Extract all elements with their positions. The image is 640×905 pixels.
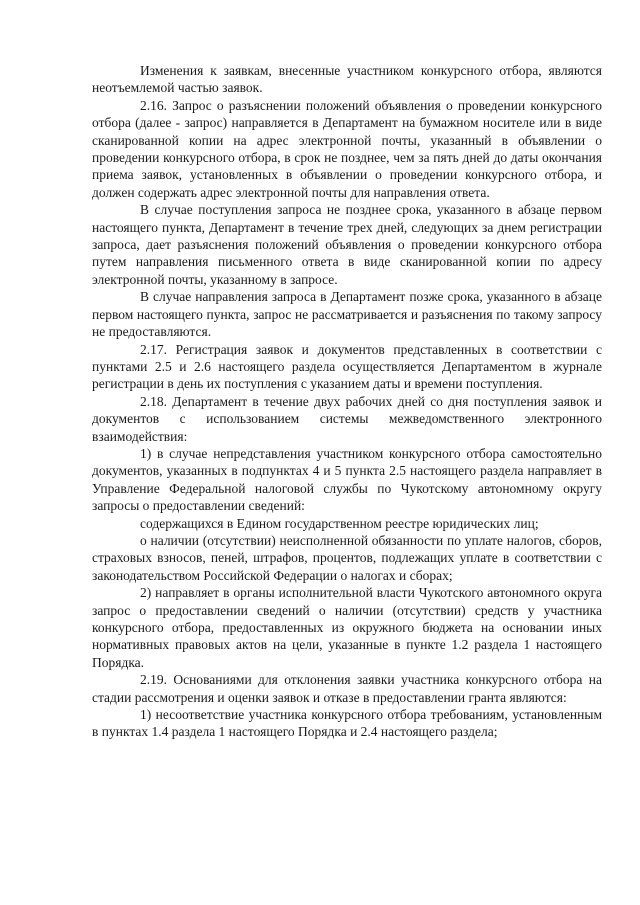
paragraph: 2.16. Запрос о разъяснении положений объявления о проведении конкурсного отбора (далее - запрос) направляется в Департамент на бумажном носителе или в виде сканированной копии на адрес электронной почты, указанный в объявлении о проведении конкурсного отбора, в срок не позднее, чем за пять дней до даты окончания приема заявок, установленных в объявлении о проведении конкурсного отбора, и должен содержать адрес электронной почты для направления ответа. bbox=[92, 97, 602, 200]
paragraph: содержащихся в Едином государственном реестре юридических лиц; bbox=[140, 515, 539, 531]
paragraph: о наличии (отсутствии) неисполненной обязанности по уплате налогов, сборов, страховых взносов, пеней, штрафов, процентов, подлежащих уплате в соответствии с законодательством Российской Федерации о налогах и сборах; bbox=[92, 532, 602, 583]
paragraph: 1) несоответствие участника конкурсного отбора требованиям, установленным в пунктах 1.4 раздела 1 настоящего Порядка и 2.4 настоящего раздела; bbox=[92, 707, 602, 740]
paragraph: 2.18. Департамент в течение двух рабочих дней со дня поступления заявок и документов с использованием системы межведомственного электронного взаимодействия: bbox=[92, 393, 602, 444]
paragraph: 1) в случае непредставления участником конкурсного отбора самостоятельно документов, указанных в подпунктах 4 и 5 пункта 2.5 настоящего раздела направляет в Управление Федеральной налоговой службы по Чукотскому автономному округу запросы о предоставлении сведений: bbox=[92, 445, 602, 514]
paragraph: В случае поступления запроса не позднее срока, указанного в абзаце первом настоящего пункта, Департамент в течение трех дней, следующих за днем регистрации запроса, дает разъяснения положений объявления о проведении конкурсного отбора путем направления письменного ответа в виде сканированной копии по адресу электронной почты, указанному в запросе. bbox=[92, 202, 602, 287]
paragraph: 2) направляет в органы исполнительной власти Чукотского автономного округа запрос о предоставлении сведений о наличии (отсутствии) средств у участника конкурсного отбора, предоставленных из окружного бюджета на основании иных нормативных правовых актов на цели, указанные в пункте 1.2 раздела 1 настоящего Порядка. bbox=[92, 585, 602, 670]
paragraph: 2.17. Регистрация заявок и документов представленных в соответствии с пунктами 2.5 и 2.6 настоящего раздела осуществляется Департаментом в журнале регистрации в день их поступления с указанием даты и времени поступления. bbox=[92, 341, 602, 392]
paragraph: В случае направления запроса в Департамент позже срока, указанного в абзаце первом настоящего пункта, запрос не рассматривается и разъяснения по такому запросу не предоставляются. bbox=[92, 289, 602, 340]
paragraph: Изменения к заявкам, внесенные участником конкурсного отбора, являются неотъемлемой частью заявок. bbox=[92, 63, 602, 96]
paragraph: 2.19. Основаниями для отклонения заявки участника конкурсного отбора на стадии рассмотрения и оценки заявок и отказе в предоставлении гранта являются: bbox=[92, 672, 602, 705]
